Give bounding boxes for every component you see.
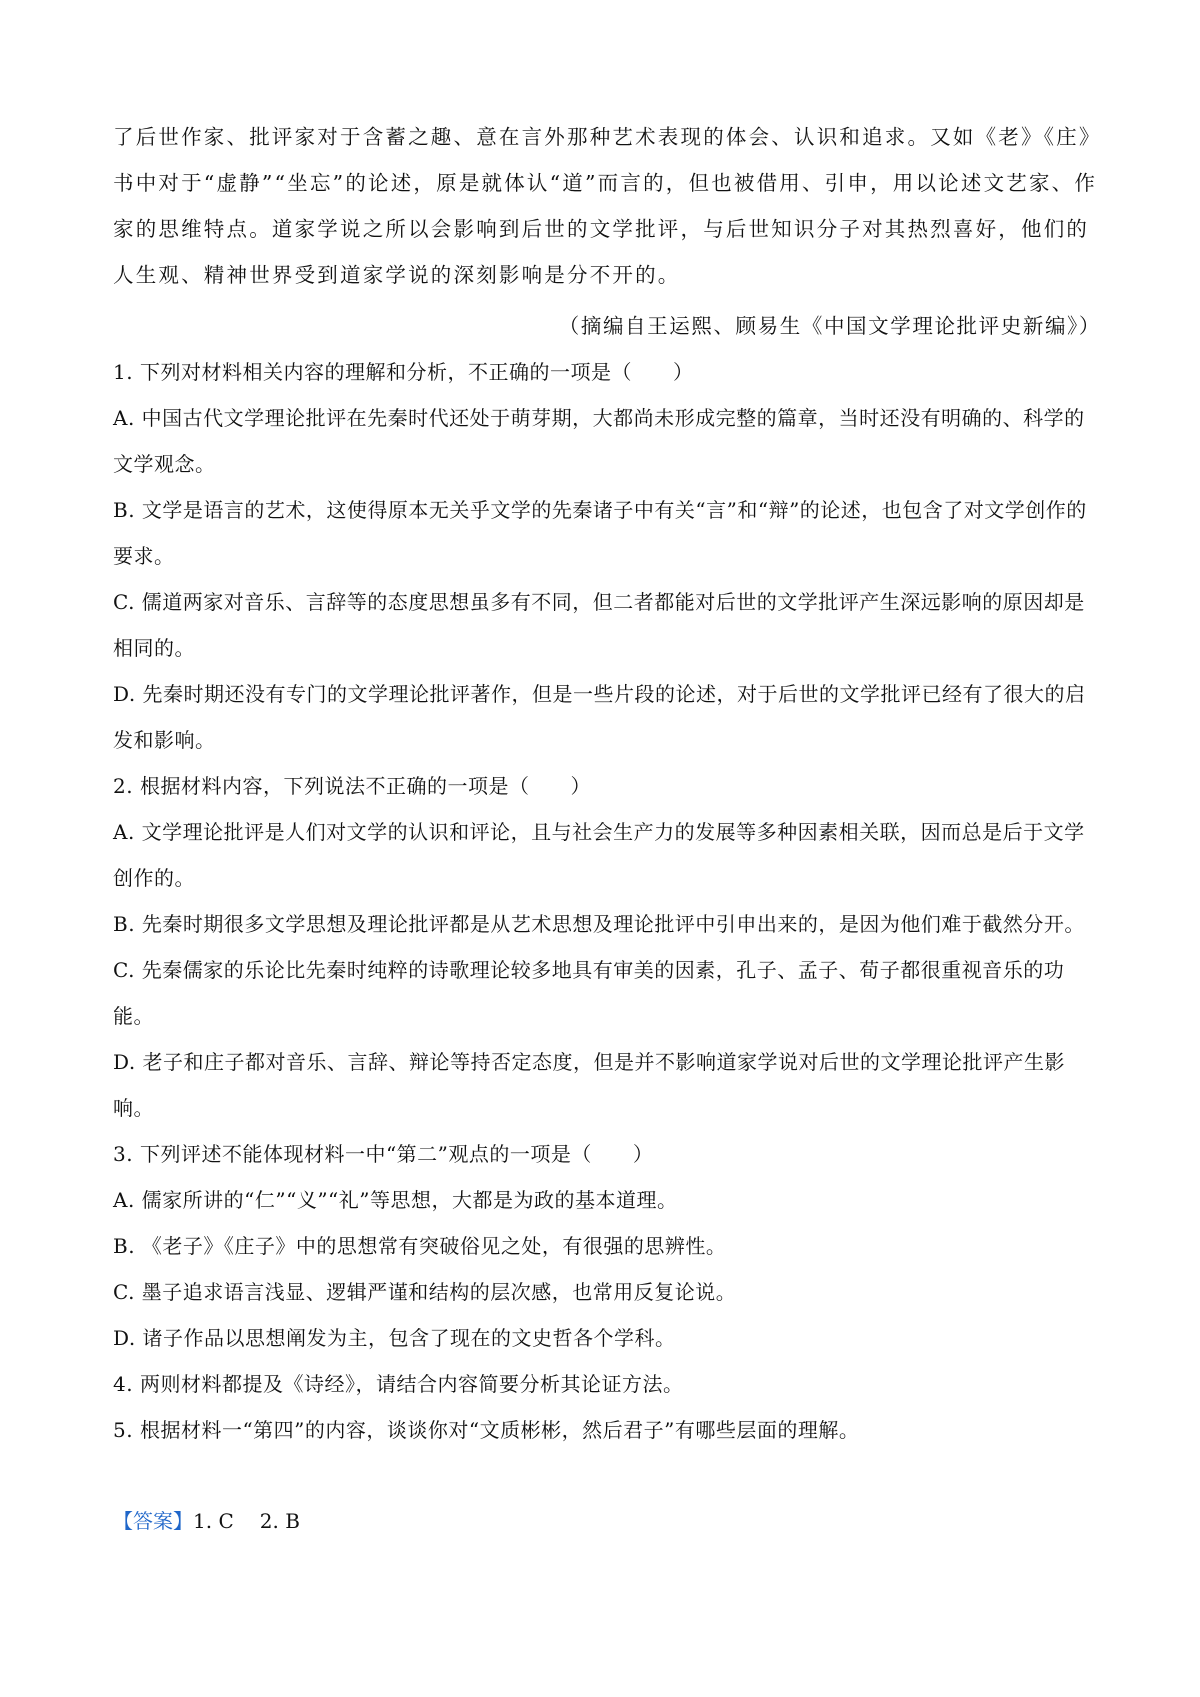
answer-item-2: 2. B bbox=[259, 1509, 300, 1533]
question-1-option-b: B. 文学是语言的艺术，这使得原本无关乎文学的先秦诸子中有关“言”和“辩”的论述，也包含了对文学创作的要求。 bbox=[113, 498, 1087, 568]
question-1-option-d: D. 先秦时期还没有专门的文学理论批评著作，但是一些片段的论述，对于后世的文学批评已经有了很大的启发和影响。 bbox=[113, 682, 1086, 752]
question-3-stem: 3. 下列评述不能体现材料一中“第二”观点的一项是（ ） bbox=[113, 1142, 654, 1166]
answer-tag: 【答案】 bbox=[113, 1509, 193, 1533]
answer-item-1: 1. C bbox=[193, 1509, 234, 1533]
question-5-stem: 5. 根据材料一“第四”的内容，谈谈你对“文质彬彬，然后君子”有哪些层面的理解。 bbox=[113, 1418, 860, 1442]
question-2-option-d: D. 老子和庄子都对音乐、言辞、辩论等持否定态度，但是并不影响道家学说对后世的文学理论批评产生影响。 bbox=[113, 1050, 1066, 1120]
question-1-option-c: C. 儒道两家对音乐、言辞等的态度思想虽多有不同，但二者都能对后世的文学批评产生深远影响的原因却是相同的。 bbox=[113, 590, 1085, 660]
question-3-option-b: B. 《老子》《庄子》中的思想常有突破俗见之处，有很强的思辨性。 bbox=[113, 1234, 727, 1258]
question-1-stem: 1. 下列对材料相关内容的理解和分析，不正确的一项是（ ） bbox=[113, 360, 694, 384]
question-3-option-c: C. 墨子追求语言浅显、逻辑严谨和结构的层次感，也常用反复论说。 bbox=[113, 1280, 737, 1304]
question-2-stem: 2. 根据材料内容，下列说法不正确的一项是（ ） bbox=[113, 774, 591, 798]
question-2-option-a: A. 文学理论批评是人们对文学的认识和评论，且与社会生产力的发展等多种因素相关联，因而总是后于文学创作的。 bbox=[113, 820, 1085, 890]
question-2-option-c: C. 先秦儒家的乐论比先秦时纯粹的诗歌理论较多地具有审美的因素，孔子、孟子、荀子都很重视音乐的功能。 bbox=[113, 958, 1065, 1028]
question-2-option-b: B. 先秦时期很多文学思想及理论批评都是从艺术思想及理论批评中引申出来的，是因为他们难于截然分开。 bbox=[113, 912, 1085, 936]
question-3-option-a: A. 儒家所讲的“仁”“义”“礼”等思想，大都是为政的基本道理。 bbox=[113, 1188, 678, 1212]
source-citation: （摘编自王运熙、顾易生《中国文学理论批评史新编》） bbox=[558, 314, 1101, 338]
passage-paragraph: 了后世作家、批评家对于含蓄之趣、意在言外那种艺术表现的体会、认识和追求。又如《老》《庄》书中对于“虚静”“坐忘”的论述，原是就体认“道”而言的，但也被借用、引申，用以论述文艺家、作家的思维特点。道家学说之所以会影响到后世的文学批评，与后世知识分子对其热烈喜好，他们的人生观、精神世界受到道家学说的深刻影响是分不开的。 bbox=[113, 125, 1098, 287]
question-1-option-a: A. 中国古代文学理论批评在先秦时代还处于萌芽期，大都尚未形成完整的篇章，当时还没有明确的、科学的文学观念。 bbox=[113, 406, 1085, 476]
question-list bbox=[113, 349, 1101, 1453]
question-4-stem: 4. 两则材料都提及《诗经》，请结合内容简要分析其论证方法。 bbox=[113, 1372, 684, 1396]
question-3-option-d: D. 诸子作品以思想阐发为主，包含了现在的文史哲各个学科。 bbox=[113, 1326, 676, 1350]
answer-row bbox=[113, 1498, 300, 1544]
